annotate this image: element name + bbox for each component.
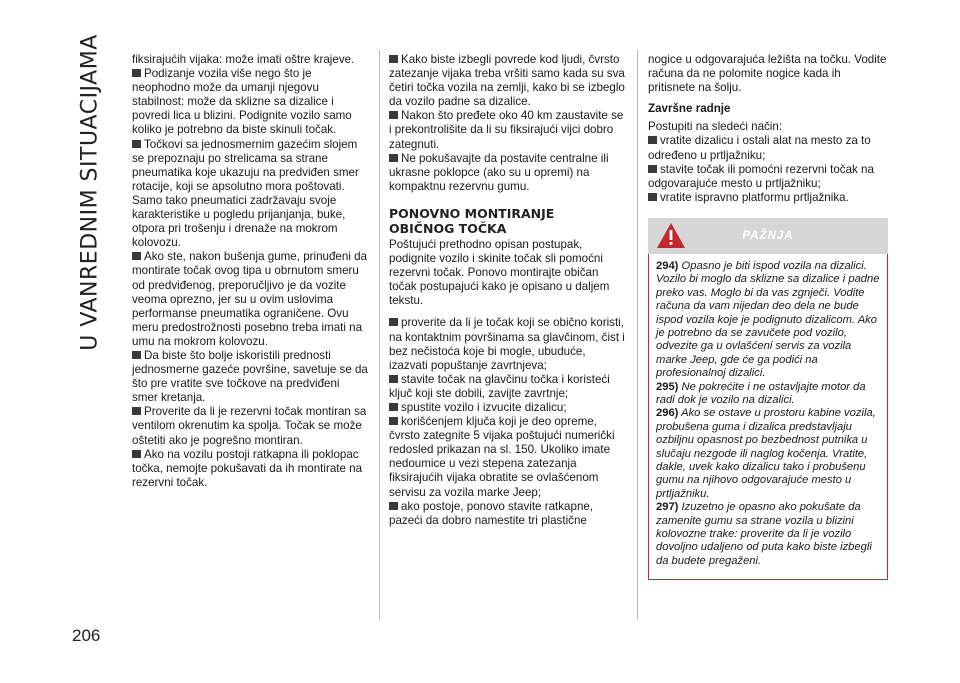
square-bullet-icon	[132, 450, 141, 458]
square-bullet-icon	[389, 375, 398, 383]
section-heading	[389, 206, 625, 236]
bullet-item	[132, 448, 368, 490]
section-heading-line: PONOVNO MONTIRANJE	[389, 205, 555, 221]
warning-item	[656, 501, 880, 568]
bullet-text: Ako ste, nakon bušenja gume, prinuđeni da montirate točak ovog tipa u obrnutom smeru od predviđenog, preporučljivo je da vozite veoma oprezno, jer su u ovim uslovima performanse pneumatika ograničene. Ovu meru predostrožnosti posebno treba imati na umu na mokrom kolovozu.	[132, 250, 368, 348]
bullet-text: Točkovi sa jednosmernim gazećim slojem se prepoznaju po strelicama sa strane pneumatika koje ukazuju na predviđen smer rotacije, koji se apsolutno mora poštovati. Samo tako pneumatici zadržavaju svoje karakteristike u pogledu prijanjanja, buke, otpora pri trošenju i drenaže na mokrom kolovozu.	[132, 137, 359, 250]
step-item	[648, 134, 888, 162]
warning-item	[656, 260, 880, 381]
bullet-text: Proverite da li je rezervni točak montiran sa ventilom okrenutim ka spolja. Točak se može oštetiti ako je pogrešno montiran.	[132, 405, 367, 447]
bullet-item	[132, 349, 368, 405]
bullet-text: Da biste što bolje iskoristili prednosti jednosmerne gazeće površine, savetuje se da što pre vratite sve točkove na predviđeni smer kretanja.	[132, 348, 368, 405]
column-divider	[637, 50, 638, 620]
step-item	[389, 316, 625, 372]
warning-text: Izuzetno je opasno ako pokušate da zamenite gumu sa strane vozila u blizini kolovozne trake: proverite da li je vozilo dovoljno udaljeno od puta kako biste izbegli da budete pregaženi.	[656, 501, 872, 567]
page-number: 206	[72, 626, 101, 645]
square-bullet-icon	[648, 193, 657, 201]
warning-text: Ne pokrećite i ne ostavljajte motor da radi dok je vozilo na dizalici.	[656, 380, 866, 406]
step-text: proverite da li je točak koji se obično koristi, na kontaktnim površinama sa glavčinom, čist i bez nečistoća koje bi mogle, ubuduće, izazvati popuštanje zavrtnjeva;	[389, 316, 625, 372]
paragraph: fiksirajućih vijaka: može imati oštre krajeve.	[132, 53, 355, 66]
bullet-item	[132, 138, 368, 251]
step-item	[389, 500, 625, 528]
square-bullet-icon	[648, 165, 657, 173]
square-bullet-icon	[648, 136, 657, 144]
section-heading-line: OBIČNOG TOČKA	[389, 220, 507, 236]
warning-number: 294)	[656, 259, 679, 272]
step-item	[389, 401, 625, 415]
warning-box	[648, 254, 888, 580]
bullet-text: Ako na vozilu postoji ratkapna ili poklopac točka, nemojte pokušavati da ih montirate na rezervni točak.	[132, 447, 363, 489]
step-item	[648, 191, 888, 205]
square-bullet-icon	[132, 351, 141, 359]
warning-number: 296)	[656, 407, 679, 420]
warning-text: Ako se ostave u prostoru kabine vozila, probušena guma i dizalica predstavljaju ozbiljnu opasnost po bezbednost putnika u slučaju nezgode ili naglog kočenja. Vratite, dakle, uvek kako dizalicu tako i probušenu gumu na njihovo odgovarajuće mesto u prtljažniku.	[656, 407, 876, 500]
step-text: korišćenjem ključa koji je deo opreme, čvrsto zategnite 5 vijaka poštujući numerički redosled prikazan na sl. 150. Ukoliko imate nedoumice u vezi stepena zatezanja fiksirajućih vijaka obratite se ovlašćenom servisu za vozila marke Jeep;	[389, 415, 615, 499]
square-bullet-icon	[389, 417, 398, 425]
warning-triangle-icon	[656, 222, 686, 249]
bullet-item	[132, 405, 368, 447]
warning-header	[648, 218, 888, 254]
step-text: stavite točak ili pomoćni rezervni točak na odgovarajuće mesto u prtljažniku;	[648, 162, 874, 190]
text-column-1	[132, 53, 368, 490]
step-item	[389, 373, 625, 401]
step-item	[648, 163, 888, 191]
step-text: vratite dizalicu i ostali alat na mesto za to određeno u prtljažniku;	[648, 134, 871, 162]
step-text: ako postoje, ponovo stavite ratkapne, pazeći da dobro namestite tri plastične	[389, 499, 594, 527]
warning-number: 297)	[656, 501, 679, 514]
square-bullet-icon	[132, 407, 141, 415]
bullet-item	[132, 250, 368, 349]
step-item	[389, 415, 625, 500]
column-divider	[379, 50, 380, 620]
bullet-text: Kako biste izbegli povrede kod ljudi, čvrsto zatezanje vijaka treba vršiti samo kada su sva četiri točka vozila na zemlji, kako bi se izbeglo da vozilo padne sa dizalice.	[389, 53, 625, 109]
bullet-text: Nakon što pređete oko 40 km zaustavite se i prekontrolišite da li su fiksirajući vijci dobro zategnuti.	[389, 109, 624, 151]
warning-item	[656, 407, 880, 501]
chapter-title-text: U VANREDNIM SITUACIJAMA	[77, 33, 103, 351]
square-bullet-icon	[389, 403, 398, 411]
subheading: Završne radnje	[648, 102, 731, 116]
square-bullet-icon	[389, 318, 398, 326]
square-bullet-icon	[389, 154, 398, 162]
text-column-3	[648, 53, 888, 580]
bullet-item	[132, 67, 368, 137]
bullet-text: Podizanje vozila više nego što je neophodno može da umanji njegovu stabilnost: može da sklizne sa dizalice i povredi lica u blizini. Podignite vozilo samo koliko je potrebno da biste skinuli točak.	[132, 67, 352, 137]
square-bullet-icon	[389, 502, 398, 510]
warning-text: Opasno je biti ispod vozila na dizalici. Vozilo bi moglo da sklizne sa dizalice i padne preko vas. Moglo bi da vas zgnječi. Vodite računa da vam nijedan deo dela ne bude ispod vozila koje je podignuto dizalicom. Ako je potrebno da se zavučete pod vozilo, odvezite ga u ovlašćeni servis za vozila marke Jeep, gde će ga podići na profesionalnoj dizalici.	[656, 259, 880, 380]
step-text: spustite vozilo i izvucite dizalicu;	[401, 400, 567, 414]
bullet-item	[389, 53, 625, 109]
square-bullet-icon	[132, 140, 141, 148]
square-bullet-icon	[132, 69, 141, 77]
paragraph: Postupiti na sledeći način:	[648, 120, 783, 134]
bullet-item	[389, 152, 625, 194]
square-bullet-icon	[389, 55, 398, 63]
step-text: stavite točak na glavčinu točka i koristeći ključ koji ste dobili, zavijte zavrtnje;	[389, 372, 610, 400]
bullet-item	[389, 109, 625, 151]
paragraph: nogice u odgovarajuća ležišta na točku. Vodite računa da ne polomite nogice kada ih pritisnete na šolju.	[648, 53, 887, 95]
square-bullet-icon	[132, 252, 141, 260]
step-text: vratite ispravno platformu prtljažnika.	[660, 190, 849, 204]
paragraph: Poštujući prethodno opisan postupak, podignite vozilo i skinite točak sli pomoćni rezervni točak. Ponovo montirajte običan točak postupajući kako je opisano u daljem tekstu.	[389, 237, 610, 308]
square-bullet-icon	[389, 111, 398, 119]
chapter-side-title	[72, 32, 108, 352]
bullet-text: Ne pokušavajte da postavite centralne ili ukrasne poklopce (ako su u opremi) na kompaktnu rezervnu gumu.	[389, 151, 609, 193]
warning-number: 295)	[656, 380, 679, 393]
text-column-2	[389, 53, 625, 528]
warning-title: PAŽNJA	[742, 229, 794, 242]
warning-item	[656, 381, 880, 408]
